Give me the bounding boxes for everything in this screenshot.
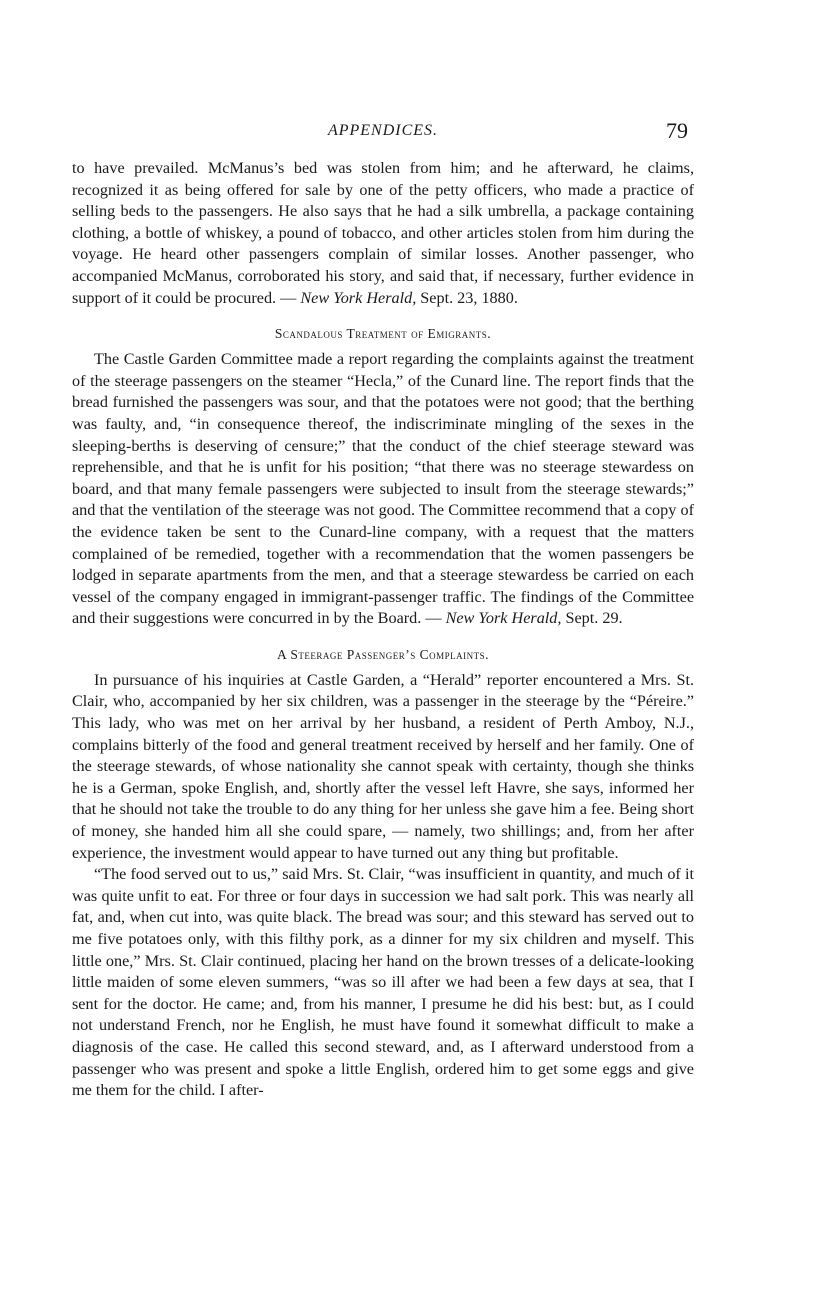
section-heading-scandalous-treatment: Scandalous Treatment of Emigrants. (274, 326, 492, 342)
section-heading-steerage-complaints: A Steerage Passenger’s Complaints. (276, 646, 490, 662)
citation-date: Sept. 29. (565, 609, 623, 628)
paragraph-mrs-st-clair-quote: “The food served out to us,” said Mrs. St. Clair, “was insufficient in quantity, and much of it was quite unfit to eat. For three or four days in succession we had salt pork. This was nearly all fat, and, when cut into, was quite black. The bread was sour; and this steward has served out to me five potatoes only, with this filthy pork, as a dinner for my six children and myself. This little one,” Mrs. St. Clair continued, placing her hand on the brown tresses of a delicate-looking little maiden of some eleven summers, “was so ill after we had been a few days at sea, that I sent for the doctor. He came; and, from his manner, I presume he did his best: but, as I could not understand French, nor he English, he must have found it somewhat difficult to make a diagnosis of the case. He called this second steward, and, as I afterward understood from a passenger who was present and spoke a little English, ordered him to get some eggs and give me them for the child. I after- (72, 865, 694, 1100)
citation-source: New York Herald, (300, 288, 417, 307)
body-text (72, 158, 694, 1102)
paragraph-text: to have prevailed. McManus’s bed was stolen from him; and he afterward, he claims, recognized it as being offered for sale by one of the petty officers, who made a practice of selling beds to the passengers. He also says that he had a silk umbrella, a package containing clothing, a bottle of whiskey, a pound of tobacco, and other articles stolen from him during the voyage. He heard other passengers complain of similar losses. Another passenger, who accompanied McManus, corroborated his story, and said that, if necessary, further evidence in support of it could be procured. — (72, 159, 694, 307)
paragraph-committee-report (72, 349, 694, 630)
citation-source: New York Herald, (445, 609, 562, 628)
running-title: APPENDICES. (327, 122, 439, 139)
paragraph-continuation (72, 158, 694, 309)
paragraph-text: The Castle Garden Committee made a report regarding the complaints against the treatment of the steerage passengers on the steamer “Hecla,” of the Cunard line. The report finds that the bread furnished the passengers was sour, and that the potatoes were not good; that the berthing was faulty, and, “in consequence thereof, the indiscriminate mingling of the sexes in the sleeping-berths is deserving of censure;” that the conduct of the chief steerage steward was reprehensible, and that he is unfit for his position; “that there was no steerage stewardess on board, and that many female passengers were subjected to insult from the steerage stewards;” and that the ventilation of the steerage was not good. The Committee recommend that a copy of the evidence taken be sent to the Cunard-line company, with a request that the matters complained of be remedied, together with a recommendation that the women passengers be lodged in separate apartments from the men, and that a steerage stewardess be carried on each vessel of the company engaged in immigrant-passenger traffic. The findings of the Committee and their suggestions were concurred in by the Board. — (72, 350, 694, 628)
paragraph-mrs-st-clair-intro: In pursuance of his inquiries at Castle Garden, a “Herald” reporter encountered a Mrs. St. Clair, who, accompanied by her six children, was a passenger in the steerage by the “Péreire.” This lady, who was met on her arrival by her husband, a resident of Perth Amboy, N.J., complains bitterly of the food and general treatment received by herself and her family. One of the steerage stewards, of whose nationality she cannot speak with certainty, though she thinks he is a German, spoke English, and, shortly after the vessel left Havre, she says, informed her that he should not take the trouble to do any thing for her unless she gave him a fee. Being short of money, she handed him all she could spare, — namely, two shillings; and, from her after experience, the investment would appear to have turned out any thing but profitable. (72, 670, 694, 862)
page-header (72, 118, 694, 152)
citation-date: Sept. 23, 1880. (420, 288, 518, 307)
page-number: 79 (666, 118, 688, 143)
